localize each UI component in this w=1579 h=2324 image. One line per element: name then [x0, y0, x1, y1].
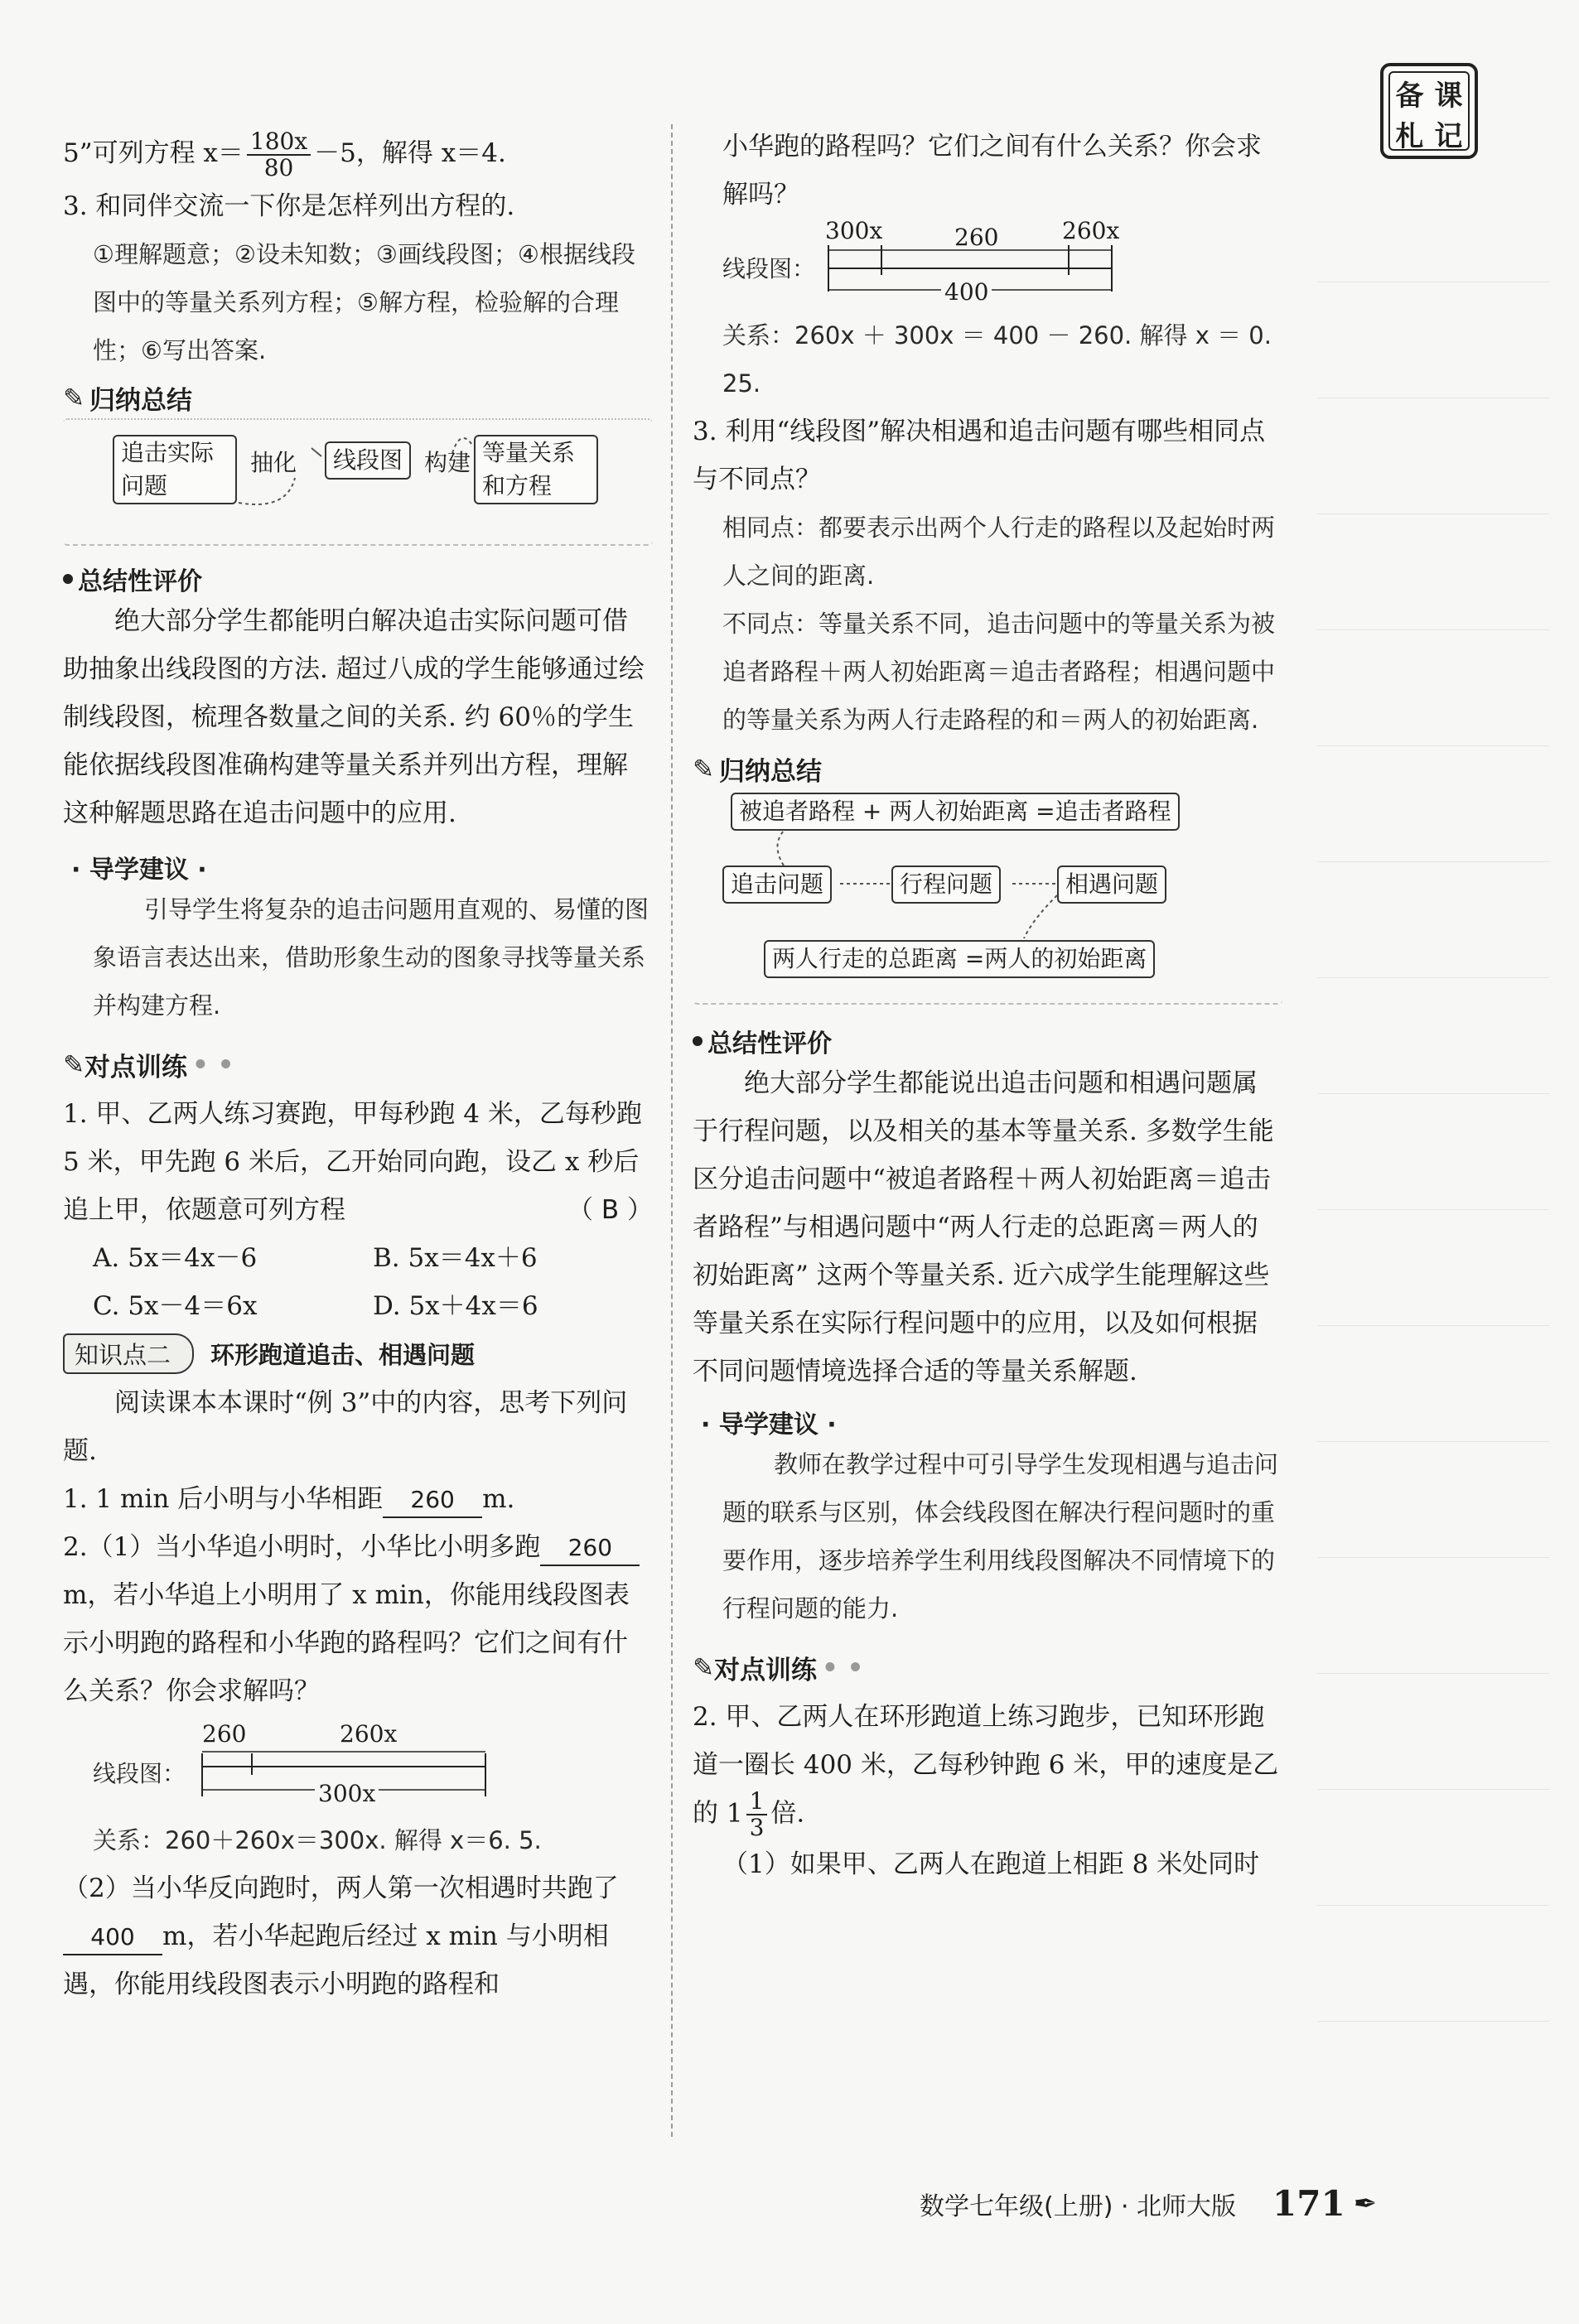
pen-icon: ✎: [63, 383, 85, 413]
logo-char: 备: [1395, 80, 1424, 113]
segment-label: 400: [941, 278, 992, 306]
box-travel-problem: 行程问题: [891, 865, 1001, 904]
notes-margin: [1317, 190, 1549, 2137]
summary-title: 归纳总结: [89, 386, 192, 416]
label-build: 构建: [424, 449, 471, 476]
segment-label: 260: [954, 224, 999, 251]
training-question-2: 2. 甲、乙两人在环形跑道上练习跑步，已知环形跑道一圈长 400 米，乙每秒钟跑 6 米，甲的速度是乙的 1 $\frac{1}{3}$ 倍.: [693, 1702, 1279, 1841]
training-title: ✎ 对点训练 • •: [693, 1652, 864, 1685]
evaluation-text: 绝大部分学生都能说出追击问题和相遇问题属于行程问题，以及相关的基本等量关系. 多数学生能区分追击问题中“被追者路程＋两人初始距离＝追击者路程”与相遇问题中“两人行走的总距离＝两人的初始距离” 这两个等量关系. 近六成学生能理解这些等量关系在实际行程问题中的应用，以及如何根据不同问题情境选择合适的等量关系解题.: [693, 1068, 1274, 1386]
diagram-label: 线段图：: [93, 1760, 186, 1787]
box-chase-problem: 追击问题: [722, 865, 832, 904]
option-c: C. 5x－4＝6x: [93, 1291, 258, 1321]
options-row-2: [63, 1282, 653, 1330]
options-row-1: [63, 1234, 653, 1282]
segment-label: 260x: [1062, 217, 1120, 244]
left-column: [63, 124, 653, 2008]
evaluation-block-1: [63, 561, 653, 837]
box-chase-problem: 追击实际 问题: [113, 435, 237, 504]
summary-diagram-2: [693, 788, 1282, 1005]
advice-text: 教师在教学过程中可引导学生发现相遇与追击问题的联系与区别，体会线段图在解决行程问题时的重要作用，逐步培养学生利用线段图解决不同情境下的行程问题的能力.: [722, 1450, 1279, 1622]
page-number: 171: [1272, 2183, 1345, 2224]
logo-char: 记: [1434, 120, 1463, 153]
fraction: $\frac{180x}{80}$: [247, 129, 311, 181]
training-title: ✎ 对点训练 • •: [63, 1049, 234, 1082]
training-block-2: [693, 1649, 1282, 1888]
different-points: 不同点：等量关系不同，追击问题中的等量关系为被追者路程＋两人初始距离＝追击者路程；相遇问题中的等量关系为两人行走路程的和＝两人的初始距离.: [722, 610, 1276, 734]
segment-label: 300x: [315, 1780, 379, 1807]
summary-diagram: [63, 418, 653, 546]
box-chase-relation: 被追者路程 + 两人初始距离 =追击者路程: [731, 793, 1180, 831]
training-question-1: 1. 甲、乙两人练习赛跑，甲每秒跑 4 米，乙每秒跑 5 米，甲先跑 6 米后，乙开始同向跑，设乙 x 秒后追上甲，依题意可列方程 （ B ）: [63, 1090, 653, 1234]
bullet-icon: [63, 574, 73, 584]
advice-block-2: [693, 1404, 1282, 1632]
evaluation-block-2: [693, 1023, 1282, 1396]
advice-title: · 导学建议 ·: [701, 1410, 837, 1439]
question-3: 3. 和同伴交流一下你是怎样列出方程的.: [63, 191, 515, 221]
summary-arrows-2: [693, 788, 1282, 1003]
lesson-notes-logo: [1380, 63, 1478, 159]
box-meeting-relation: 两人行走的总距离 =两人的初始距离: [764, 940, 1155, 978]
summary-header: [63, 379, 653, 417]
answer-3: ①理解题意；②设未知数；③画线段图；④根据线段图中的等量关系列方程；⑤解方程，检验解的合理性；⑥写出答案.: [93, 240, 635, 364]
training-question-2-part-1: （1）如果甲、乙两人在跑道上相距 8 米处同时: [722, 1849, 1260, 1879]
fraction: $\frac{1}{3}$: [746, 1789, 768, 1840]
right-column: [693, 123, 1282, 1888]
summary-title: 归纳总结: [718, 757, 822, 787]
training-block-1: [63, 1046, 653, 1330]
page-footer: [920, 2183, 1377, 2224]
segment-label: 300x: [825, 217, 883, 244]
logo-char: 课: [1434, 80, 1463, 113]
advice-text: 引导学生将复杂的追击问题用直观的、易懂的图象语言表达出来，借助形象生动的图象寻找等量关系并构建方程.: [93, 895, 649, 1020]
knowledge-point-title: 环形跑道追击、相遇问题: [210, 1341, 476, 1369]
question-k2: 2.（1）当小华追小明时，小华比小明多跑 260m，若小华追上小明用了 x min，你能用线段图表示小明跑的路程和小华跑的路程吗？它们之间有什么关系？你会求解吗？: [63, 1523, 653, 1715]
column-divider: [671, 124, 673, 2137]
relation-1: 关系：260＋260x＝300x. 解得 x＝6. 5.: [93, 1826, 542, 1854]
box-meeting-problem: 相遇问题: [1057, 865, 1166, 904]
evaluation-title: 总结性评价: [693, 1023, 1282, 1059]
box-equation: 等量关系 和方程: [474, 435, 598, 504]
evaluation-title: 总结性评价: [63, 561, 653, 597]
advice-title: · 导学建议 ·: [71, 856, 207, 885]
same-points: 相同点：都要表示出两个人行走的路程以及起始时两人之间的距离.: [722, 513, 1276, 590]
pen-icon: ✎: [693, 1652, 714, 1683]
book-title: 数学七年级(上册) · 北师大版: [920, 2191, 1237, 2221]
answer-choice: （ B ）: [567, 1195, 653, 1225]
question-k1: 1. 1 min 后小明与小华相距 260 m.: [63, 1475, 653, 1523]
bullet-icon: [693, 1036, 703, 1046]
option-b: B. 5x＝4x＋6: [373, 1243, 538, 1273]
summary-block-2: [693, 750, 1282, 1005]
label-abstract: 抽化: [250, 449, 297, 476]
logo-char: 札: [1395, 120, 1424, 153]
summary-arrows: [63, 420, 653, 544]
line-diagram-1: [63, 1720, 653, 1816]
evaluation-text: 绝大部分学生都能明白解决追击实际问题可借助抽象出线段图的方法. 超过八成的学生能够通过绘制线段图，梳理各数量之间的关系. 约 60％的学生能依据线段图准确构建等量关系并列出方程，理解这种解题思路在追击问题中的应用.: [63, 606, 645, 828]
reading-instruction: 阅读课本本课时“例 3”中的内容，思考下列问题.: [63, 1388, 628, 1466]
answer-blank: 260: [540, 1531, 640, 1566]
relation-2: 关系：260x ＋ 300x ＝ 400 － 260. 解得 x ＝ 0. 25.: [722, 321, 1272, 398]
continued-question: 小华跑的路程吗？它们之间有什么关系？你会求解吗？: [722, 132, 1262, 210]
answer-blank: 260: [383, 1483, 482, 1518]
knowledge-point-tag: 知识点二: [63, 1333, 194, 1374]
advice-block-1: [63, 849, 653, 1029]
pen-nib-icon: ✒: [1353, 2187, 1378, 2220]
equation-line: 5”可列方程 x＝ $\frac{180x}{80}$ －5，解得 x＝4.: [63, 127, 506, 181]
segment-label: 260: [202, 1720, 247, 1748]
box-line-diagram: 线段图: [325, 441, 411, 480]
line-diagram-2: [693, 217, 1282, 311]
segment-label: 260x: [340, 1720, 398, 1748]
question-k2b: （2）当小华反向跑时，两人第一次相遇时共跑了400 m，若小华起跑后经过 x min 与小明相遇，你能用线段图表示小明跑的路程和: [63, 1873, 619, 1999]
question-3-right: 3. 利用“线段图”解决相遇和追击问题有哪些相同点与不同点？: [693, 417, 1266, 494]
option-a: A. 5x＝4x－6: [93, 1243, 258, 1273]
pen-icon: ✎: [693, 754, 714, 784]
knowledge-point-2: [63, 1333, 653, 1374]
summary-header: [693, 750, 1282, 788]
option-d: D. 5x＋4x＝6: [373, 1291, 538, 1321]
pen-icon: ✎: [63, 1049, 85, 1080]
answer-blank: 400: [63, 1921, 162, 1955]
summary-block-1: [63, 379, 653, 546]
diagram-label: 线段图：: [722, 255, 816, 282]
